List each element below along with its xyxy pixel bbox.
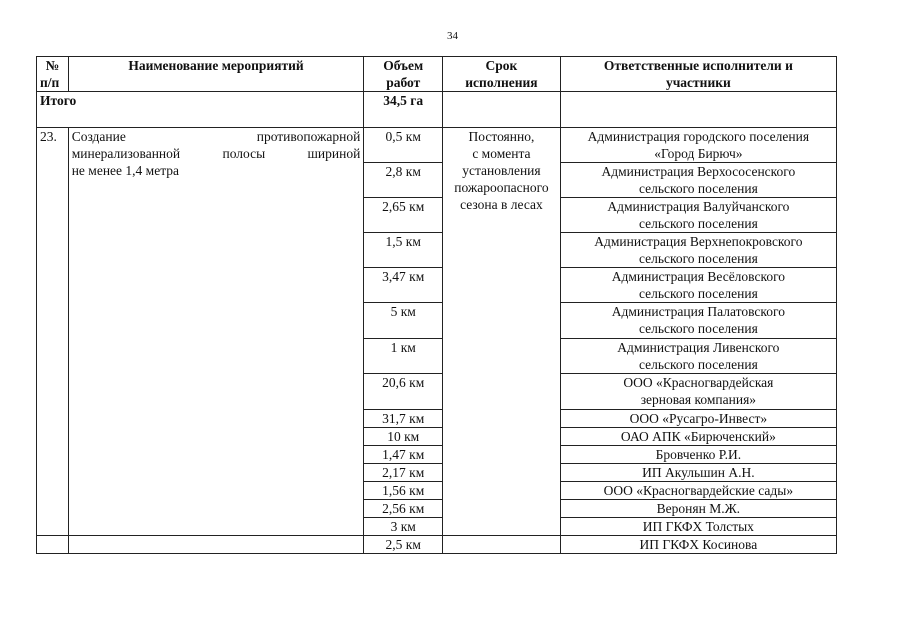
item-responsible <box>560 536 836 554</box>
header-responsible-line: Ответственные исполнители и <box>603 58 793 73</box>
item-term-line: с момента <box>472 146 531 161</box>
item-responsible-line: Администрация Валуйчанского <box>607 199 790 214</box>
item-responsible-line: сельского поселения <box>638 286 758 301</box>
item-responsible-line: сельского поселения <box>638 216 758 231</box>
item-responsible-line: Администрация Весёловского <box>611 269 786 284</box>
item-volume: 20,6 км <box>364 374 443 410</box>
header-num-line: № <box>45 58 60 73</box>
item-responsible <box>560 163 836 198</box>
table-row <box>37 536 837 554</box>
item-responsible <box>560 446 836 464</box>
item-term-line: сезона в лесах <box>460 197 543 212</box>
item-responsible-line: сельского поселения <box>638 181 758 196</box>
item-volume: 2,56 км <box>364 500 443 518</box>
item-responsible-line: сельского поселения <box>638 251 758 266</box>
total-row <box>37 92 837 128</box>
item-responsible-line: Бровченко Р.И. <box>655 447 742 462</box>
item-responsible <box>560 339 836 374</box>
item-responsible <box>560 128 836 163</box>
item-name-word: шириной <box>307 146 361 161</box>
item-name-word: противопожарной <box>256 129 361 144</box>
empty-cell <box>37 536 69 554</box>
item-responsible-line: ООО «Русагро-Инвест» <box>629 411 768 426</box>
header-num-line: п/п <box>40 75 60 90</box>
item-volume: 1,56 км <box>364 482 443 500</box>
item-volume: 3 км <box>364 518 443 536</box>
item-responsible <box>560 410 836 428</box>
total-volume: 34,5 га <box>364 92 443 128</box>
item-volume: 2,17 км <box>364 464 443 482</box>
header-responsible-line: участники <box>665 75 731 90</box>
page-number: 34 <box>447 30 458 42</box>
header-volume <box>364 57 443 92</box>
item-volume: 5 км <box>364 303 443 339</box>
item-responsible-line: Веронян М.Ж. <box>656 501 741 516</box>
item-responsible-line: ОАО АПК «Бирюченский» <box>620 429 776 444</box>
header-num <box>37 57 69 92</box>
item-responsible <box>560 233 836 268</box>
header-responsible <box>560 57 836 92</box>
table-header-row <box>37 57 837 92</box>
item-name-word: полосы <box>222 146 266 161</box>
item-responsible <box>560 303 836 339</box>
item-term <box>443 128 561 536</box>
item-responsible-line: ИП ГКФХ Толстых <box>642 519 754 534</box>
item-responsible-line: сельского поселения <box>638 321 758 336</box>
item-volume: 2,65 км <box>364 198 443 233</box>
item-responsible-line: ИП ГКФХ Косинова <box>639 537 758 552</box>
item-responsible-line: Администрация Верхнепокровского <box>594 234 803 249</box>
total-responsible <box>560 92 836 128</box>
item-responsible <box>560 198 836 233</box>
item-volume: 0,5 км <box>364 128 443 163</box>
item-responsible-line: «Город Бирюч» <box>654 146 743 161</box>
measures-table <box>36 56 837 554</box>
item-name-word: Создание <box>71 129 126 144</box>
table-row <box>37 128 837 163</box>
item-name-line <box>72 162 361 179</box>
item-responsible-line: Администрация Верхососенского <box>601 164 796 179</box>
item-volume: 1,47 км <box>364 446 443 464</box>
item-volume: 2,5 км <box>364 536 443 554</box>
item-responsible <box>560 464 836 482</box>
item-volume: 31,7 км <box>364 410 443 428</box>
item-num: 23. <box>37 128 69 536</box>
item-responsible-line: зерновая компания» <box>640 392 757 407</box>
header-volume-line: Объем <box>383 58 424 73</box>
item-responsible <box>560 500 836 518</box>
item-responsible <box>560 518 836 536</box>
header-name: Наименование мероприятий <box>68 57 364 92</box>
header-term <box>443 57 561 92</box>
item-responsible <box>560 482 836 500</box>
item-responsible-line: ИП Акульшин А.Н. <box>642 465 755 480</box>
item-name-line <box>72 145 361 162</box>
empty-cell <box>68 536 364 554</box>
item-volume: 10 км <box>364 428 443 446</box>
total-label: Итого <box>37 92 364 128</box>
header-term-line: Срок <box>485 58 518 73</box>
item-responsible <box>560 428 836 446</box>
item-term-line: Постоянно, <box>468 129 535 144</box>
item-volume: 3,47 км <box>364 268 443 303</box>
item-volume: 1,5 км <box>364 233 443 268</box>
item-responsible-line: ООО «Красногвардейские сады» <box>603 483 794 498</box>
item-responsible <box>560 374 836 410</box>
item-name-word: минерализованной <box>71 146 181 161</box>
item-responsible-line: сельского поселения <box>638 357 758 372</box>
item-term-line: установления <box>462 163 541 178</box>
item-name <box>68 128 364 536</box>
empty-cell <box>443 536 561 554</box>
item-volume: 1 км <box>364 339 443 374</box>
item-responsible-line: Администрация Ливенского <box>617 340 780 355</box>
item-term-line: пожароопасного <box>454 180 549 195</box>
item-name-line <box>72 128 361 145</box>
item-responsible-line: ООО «Красногвардейская <box>623 375 774 390</box>
item-responsible-line: Администрация Палатовского <box>611 304 785 319</box>
header-volume-line: работ <box>386 75 421 90</box>
header-term-line: исполнения <box>465 75 538 90</box>
item-responsible-line: Администрация городского поселения <box>587 129 810 144</box>
item-responsible <box>560 268 836 303</box>
item-volume: 2,8 км <box>364 163 443 198</box>
item-name-word: не менее 1,4 метра <box>71 163 180 178</box>
total-term <box>443 92 561 128</box>
